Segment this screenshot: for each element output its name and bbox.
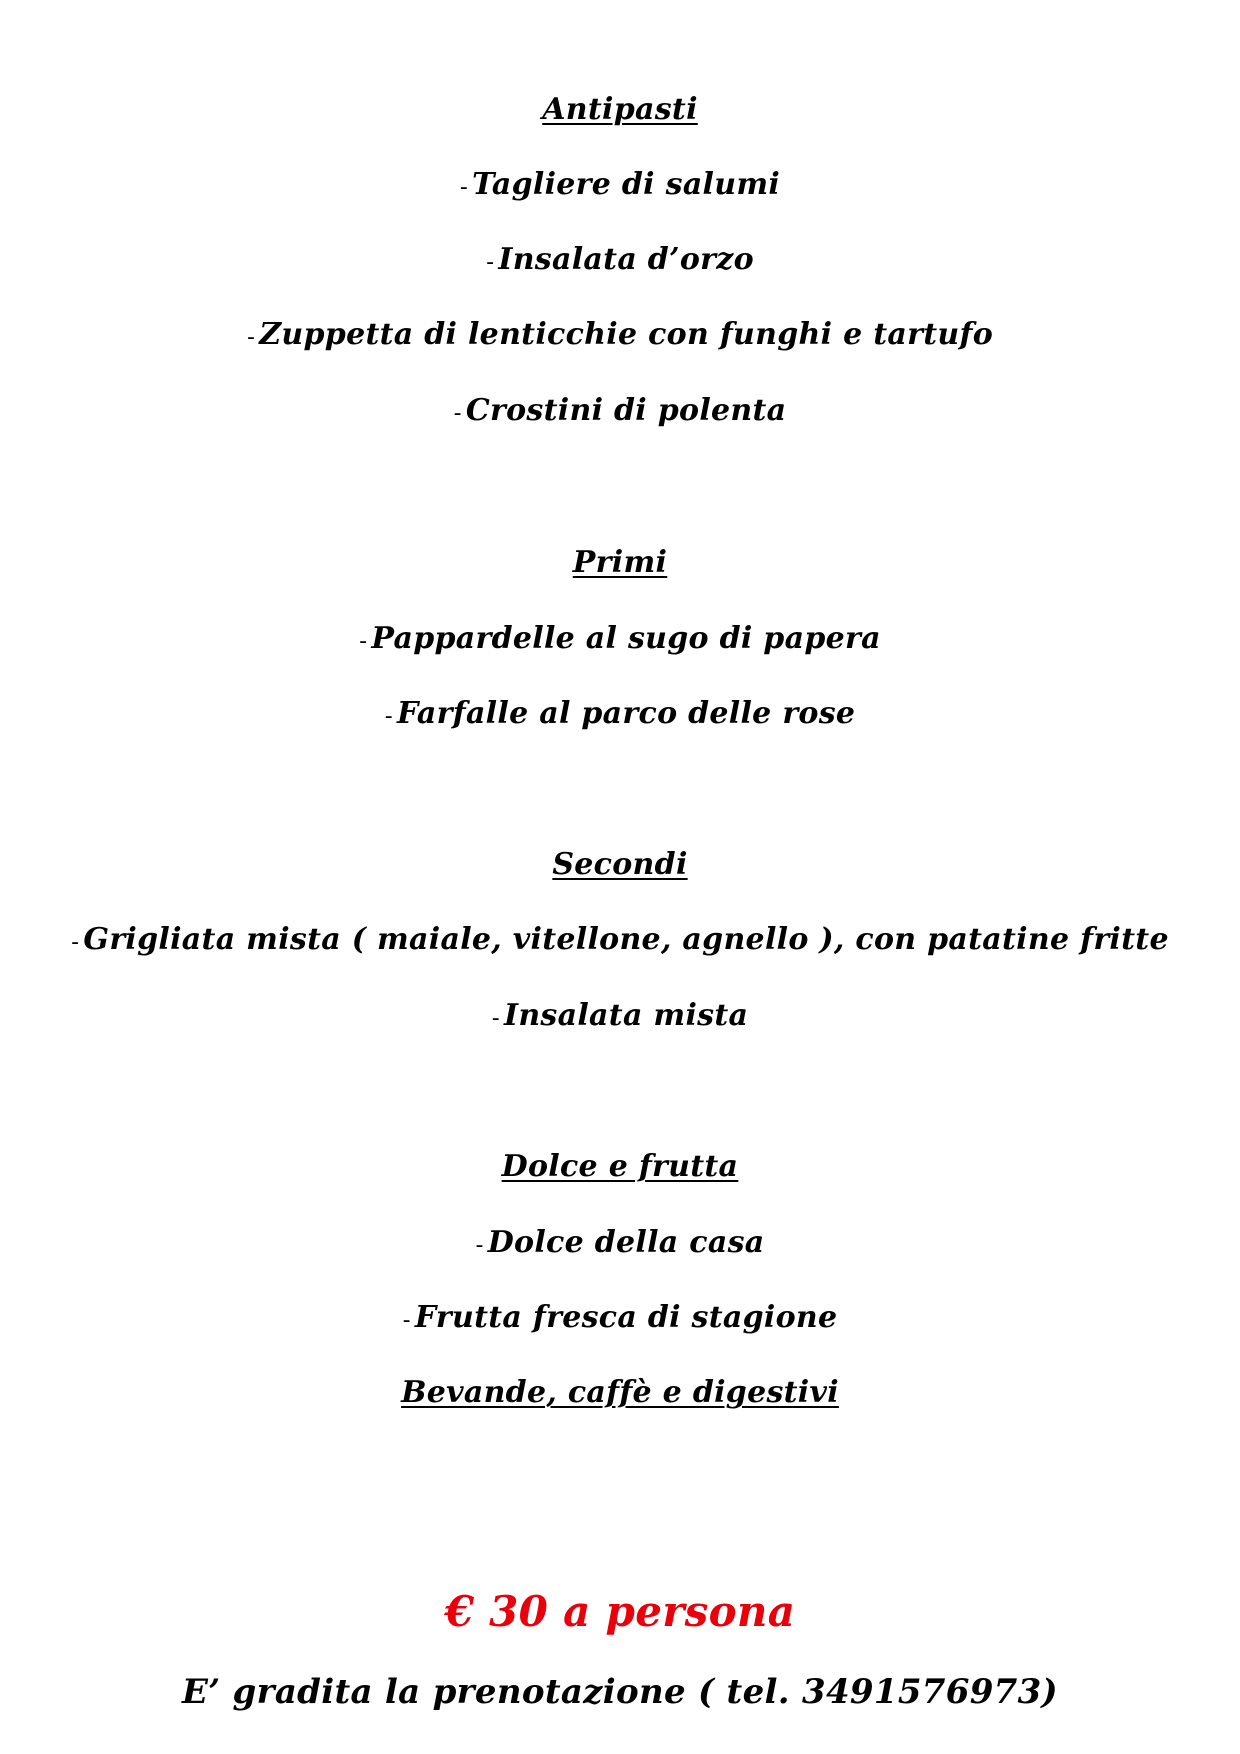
section-title-antipasti: Antipasti xyxy=(542,92,698,127)
menu-item-label: Zuppetta di lenticchie con funghi e tartufo xyxy=(259,317,994,352)
section-title-primi: Primi xyxy=(572,545,668,580)
menu-item xyxy=(0,167,1240,202)
item-dash: - xyxy=(71,930,80,955)
item-dash: - xyxy=(491,1006,500,1031)
item-dash: - xyxy=(459,175,469,200)
menu-item-label: Grigliata mista ( maiale, vitellone, agnello ), con patatine fritte xyxy=(83,922,1169,957)
menu-item xyxy=(0,621,1240,656)
booking-note: E’ gradita la prenotazione ( tel. 3491576973) xyxy=(182,1672,1058,1712)
menu-item-label: Insalata d’orzo xyxy=(498,242,754,277)
item-dash: - xyxy=(384,704,393,729)
drinks-heading: Bevande, caffè e digestivi xyxy=(401,1375,839,1410)
menu-item-label: Frutta fresca di stagione xyxy=(414,1300,838,1335)
menu-item xyxy=(0,393,1240,428)
item-dash: - xyxy=(475,1233,484,1258)
section-title-dolce-e-frutta: Dolce e frutta xyxy=(501,1149,739,1184)
menu-item-label: Crostini di polenta xyxy=(465,393,787,428)
item-dash: - xyxy=(246,325,256,350)
menu-item-label: Farfalle al parco delle rose xyxy=(396,696,856,731)
item-dash: - xyxy=(359,629,368,654)
menu-item xyxy=(0,998,1240,1033)
item-dash: - xyxy=(486,250,495,275)
price-per-person: € 30 a persona xyxy=(444,1587,796,1636)
menu-item xyxy=(0,922,1240,957)
section-title-secondi: Secondi xyxy=(552,847,688,882)
menu-item xyxy=(0,1300,1240,1335)
menu-item xyxy=(0,242,1240,277)
menu-item-label: Insalata mista xyxy=(503,998,749,1033)
item-dash: - xyxy=(453,401,462,426)
item-dash: - xyxy=(402,1308,411,1333)
menu-item xyxy=(0,317,1240,352)
menu-item-label: Pappardelle al sugo di papera xyxy=(371,621,881,656)
menu-item xyxy=(0,1225,1240,1260)
menu-item-label: Dolce della casa xyxy=(487,1225,765,1260)
menu-item-label: Tagliere di salumi xyxy=(472,167,781,202)
menu-item xyxy=(0,696,1240,731)
